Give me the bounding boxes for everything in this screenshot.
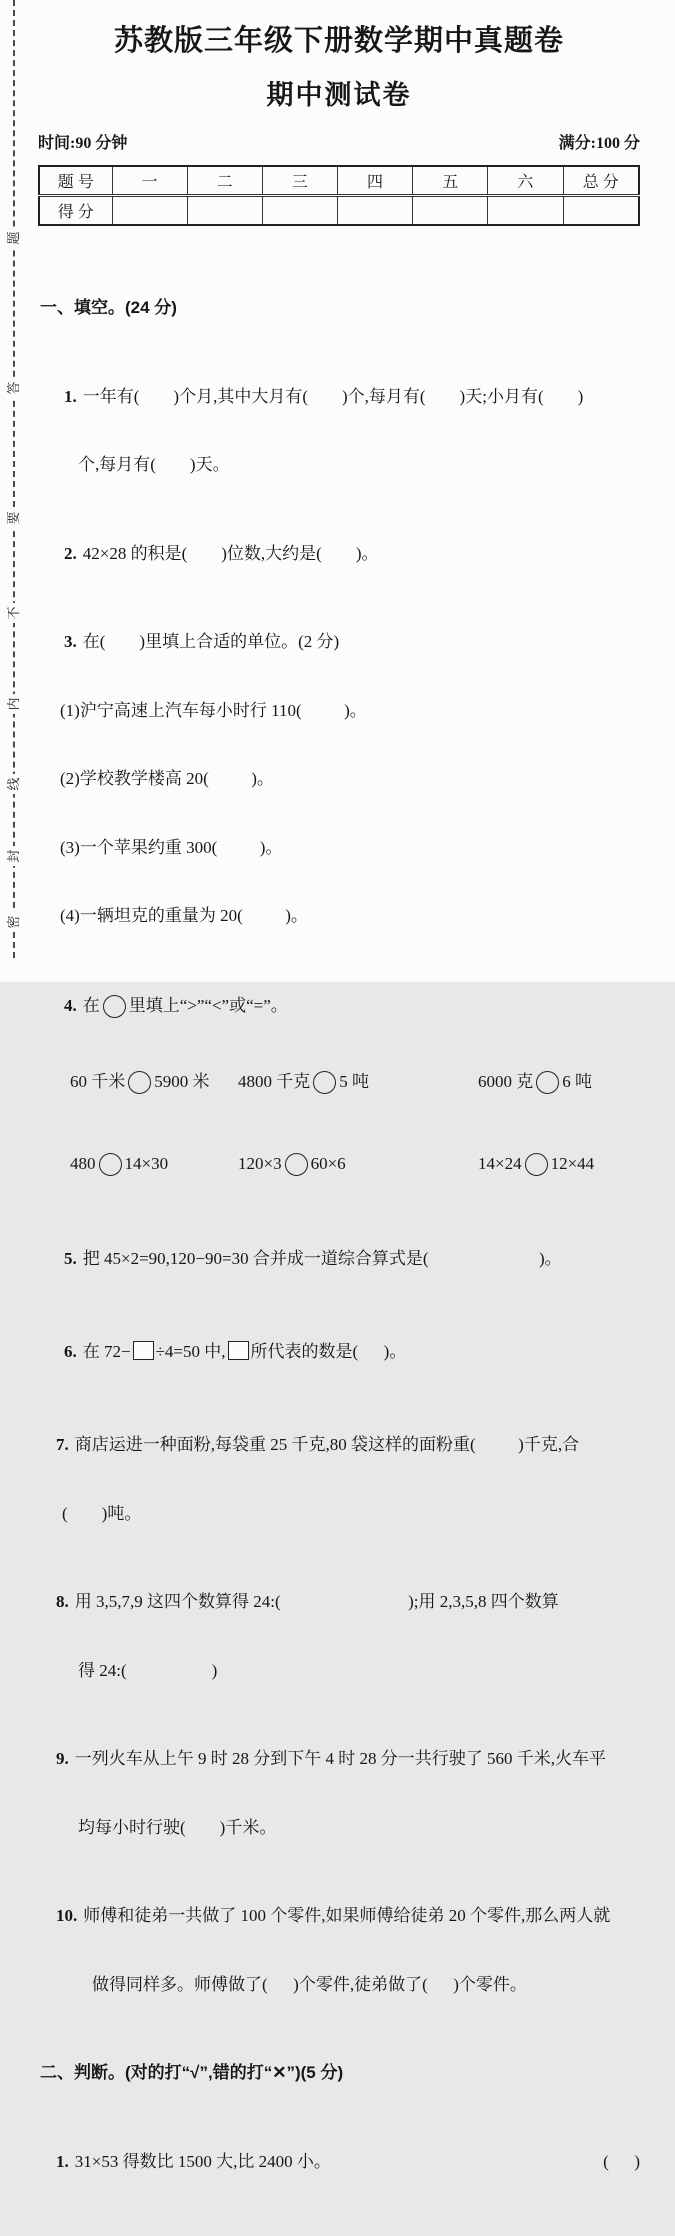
score-cell <box>262 196 337 226</box>
time-limit-label: 时间:90 分钟 <box>38 135 128 152</box>
col-header-1: 一 <box>112 166 187 196</box>
total-score-header: 总 分 <box>563 166 639 196</box>
question-6 <box>38 1333 640 1371</box>
answer-blank: ( ) <box>603 2151 640 2171</box>
seal-char: 内 <box>4 694 24 714</box>
question-10 <box>38 1902 640 1931</box>
question-text: 把 45×2=90,120−90=30 合并成一道综合算式是( )。 <box>82 1248 562 1268</box>
question-3-sub-4: (4)一辆坦克的重量为 20( )。 <box>60 906 308 925</box>
question-number: 5. <box>64 1248 77 1268</box>
seal-dashed-line <box>13 0 15 958</box>
col-header-2: 二 <box>187 166 262 196</box>
circle-blank <box>99 1153 122 1176</box>
question-text: 一年有( )个月,其中大月有( )个,每月有( )天;小月有( ) <box>82 386 584 406</box>
col-header-5: 五 <box>413 166 488 196</box>
question-3-sub-2: (2)学校教学楼高 20( )。 <box>60 769 274 788</box>
score-table-score-row <box>39 196 639 226</box>
question-text: 在 72− ÷4=50 中, 所代表的数是( )。 <box>82 1342 407 1361</box>
question-text: 42×28 的积是( )位数,大约是( )。 <box>82 543 379 563</box>
col-header-6: 六 <box>488 166 563 196</box>
question-text: 一列火车从上午 9 时 28 分到下午 4 时 28 分一共行驶了 560 千米,火车平 <box>74 1749 606 1768</box>
question-1 <box>38 383 640 412</box>
question-area <box>38 234 640 2236</box>
question-text: 师傅和徒弟一共做了 100 个零件,如果师傅给徒弟 20 个零件,那么两人就 <box>83 1906 611 1925</box>
question-number: 10. <box>56 1906 78 1925</box>
question-text: 31×53 得数比 1500 大,比 2400 小。 <box>74 2151 331 2171</box>
compare-item: 6000 克 6 吨 <box>478 1061 640 1103</box>
seal-char: 线 <box>4 774 24 794</box>
compare-item: 60 千米 5900 米 <box>70 1061 238 1103</box>
page-subtitle: 期中测试卷 <box>266 80 412 110</box>
compare-row-2 <box>38 1143 640 1185</box>
score-cell <box>488 196 563 226</box>
question-3-sub-3: (3)一个苹果约重 300( )。 <box>60 837 283 857</box>
exam-info-row <box>38 130 640 153</box>
square-blank <box>228 1341 249 1360</box>
score-cell <box>413 196 488 226</box>
seal-char: 密 <box>4 912 24 932</box>
circle-blank <box>536 1071 559 1094</box>
question-number: 1. <box>56 2151 69 2171</box>
question-text: 在( )里填上合适的单位。(2 分) <box>82 632 340 651</box>
page-title: 苏教版三年级下册数学期中真题卷 <box>113 25 564 57</box>
compare-row-1 <box>38 1061 640 1103</box>
question-number: 8. <box>56 1592 69 1611</box>
question-2 <box>38 540 640 569</box>
score-cell <box>187 196 262 226</box>
judge-question <box>56 2148 331 2177</box>
question-number: 1. <box>64 386 77 406</box>
question-number: 2. <box>64 543 77 563</box>
question-7-cont: ( )吨。 <box>62 1503 142 1523</box>
circle-blank <box>285 1153 308 1176</box>
circle-blank <box>128 1071 151 1094</box>
question-number: 6. <box>64 1342 77 1361</box>
compare-item: 120×3 60×6 <box>238 1143 478 1185</box>
square-blank <box>133 1341 154 1360</box>
question-9 <box>38 1745 640 1774</box>
section-2-title: 二、判断。(对的打“√”,错的打“✕”)(5 分) <box>40 2063 344 2082</box>
question-7 <box>38 1431 640 1460</box>
question-8 <box>38 1588 640 1617</box>
seal-char: 不 <box>4 603 24 623</box>
question-3-sub-1: (1)沪宁高速上汽车每小时行 110( )。 <box>60 700 367 720</box>
question-4 <box>38 991 640 1021</box>
question-text: 商店运进一种面粉,每袋重 25 千克,80 袋这样的面粉重( )千克,合 <box>74 1435 580 1454</box>
score-cell <box>112 196 187 226</box>
question-1-cont: 个,每月有( )天。 <box>78 455 230 474</box>
score-row-label: 得 分 <box>39 196 112 226</box>
question-3 <box>38 628 640 657</box>
col-header-4: 四 <box>337 166 412 196</box>
score-table-header-row <box>39 166 639 196</box>
compare-item: 4800 千克 5 吨 <box>238 1061 478 1103</box>
seal-char: 封 <box>4 846 24 866</box>
question-5 <box>38 1245 640 1274</box>
circle-blank <box>103 995 126 1018</box>
compare-item: 480 14×30 <box>70 1143 238 1185</box>
question-text: 用 3,5,7,9 这四个数算得 24:( );用 2,3,5,8 四个数算 <box>74 1592 559 1611</box>
score-cell <box>563 196 639 226</box>
score-table <box>38 165 640 226</box>
question-number: 9. <box>56 1749 69 1768</box>
question-number: 7. <box>56 1435 69 1454</box>
circle-blank <box>525 1153 548 1176</box>
seal-char: 答 <box>4 378 24 398</box>
seal-char: 要 <box>4 508 24 528</box>
question-text: 在 里填上“>”“<”或“=”。 <box>83 996 288 1015</box>
score-cell <box>337 196 412 226</box>
question-10-cont: 做得同样多。师傅做了( )个零件,徒弟做了( )个零件。 <box>92 1974 527 1994</box>
section-1-title: 一、填空。(24 分) <box>40 298 177 317</box>
question-number: 4. <box>64 995 77 1015</box>
question-9-cont: 均每小时行驶( )千米。 <box>78 1817 277 1837</box>
question-number: 3. <box>64 632 77 651</box>
circle-blank <box>313 1071 336 1094</box>
seal-char: 题 <box>4 228 24 248</box>
question-number-header: 题 号 <box>39 166 112 196</box>
question-8-cont: 得 24:( ) <box>78 1660 218 1680</box>
compare-item: 14×24 12×44 <box>478 1143 640 1185</box>
full-score-label: 满分:100 分 <box>558 135 640 152</box>
col-header-3: 三 <box>262 166 337 196</box>
section-2-question-1 <box>38 2148 640 2177</box>
exam-content <box>38 18 640 2236</box>
